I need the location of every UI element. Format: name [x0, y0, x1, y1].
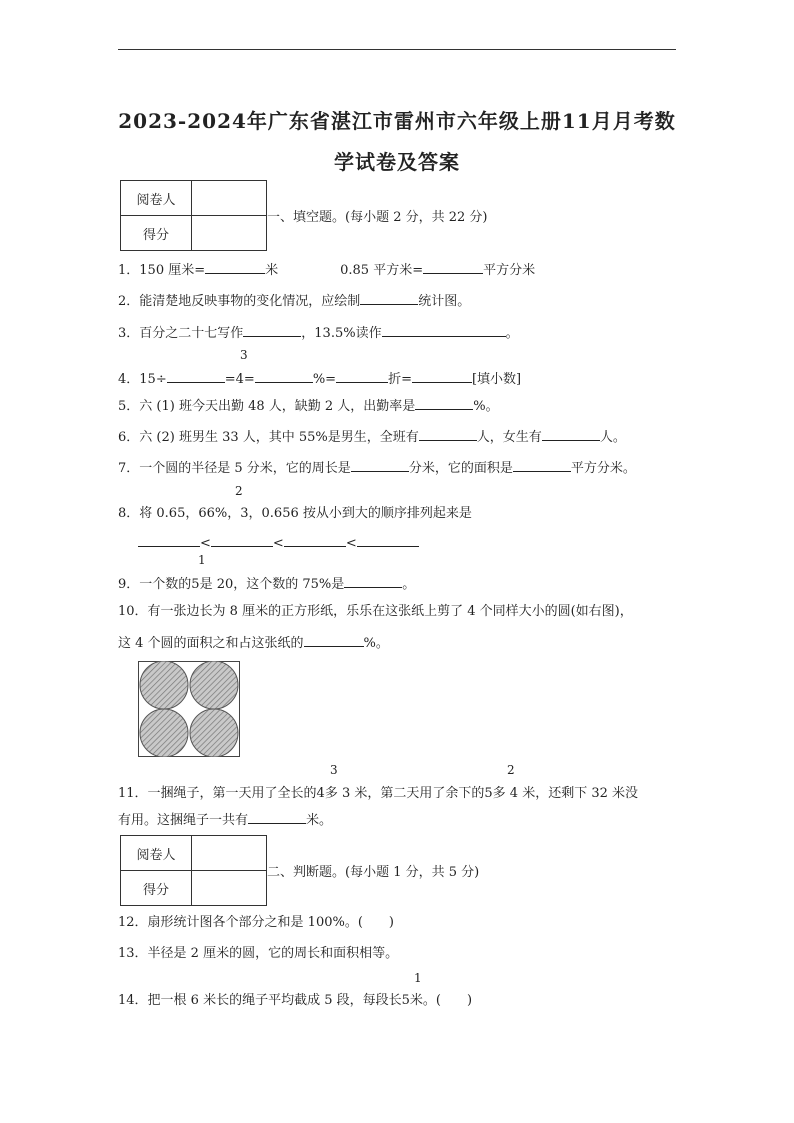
q8-blank-1[interactable] — [138, 534, 200, 547]
q7-blank-1[interactable] — [351, 459, 409, 472]
q9-fraction-denominator: 5 — [191, 577, 200, 592]
q4-text-pct: %= — [312, 372, 337, 387]
question-1 — [118, 261, 535, 279]
section1-heading: 一、填空题。(每小题 2 分，共 22 分) — [267, 210, 488, 225]
q8-lt-2: < — [272, 536, 284, 551]
q1-blank-2[interactable] — [423, 261, 483, 274]
q11-fraction2-numerator: 2 — [507, 763, 515, 777]
grade-box-2 — [120, 835, 267, 906]
q3-blank-2[interactable] — [382, 324, 506, 337]
question-14 — [118, 993, 472, 1009]
q9-text-b: 是 20，这个数的 75%是 — [199, 577, 345, 592]
reviewer-field-2[interactable] — [192, 836, 267, 871]
section2-heading: 二、判断题。(每小题 1 分，共 5 分) — [267, 865, 480, 880]
q6-text-b: 人，女生有 — [476, 430, 542, 445]
q5-text-b: %。 — [473, 399, 499, 414]
q11-blank[interactable] — [248, 811, 306, 824]
q1-text-b: 米 — [265, 263, 279, 278]
question-5 — [118, 397, 499, 415]
question-7 — [118, 459, 636, 477]
q8-blank-2[interactable] — [211, 534, 273, 547]
page-title-cont: 学试卷及答案 — [334, 150, 460, 174]
q9-blank[interactable] — [344, 575, 402, 588]
question-3 — [118, 324, 519, 342]
q3-text-c: 。 — [505, 326, 519, 341]
q4-blank-3[interactable] — [336, 370, 388, 383]
score-field[interactable] — [192, 216, 267, 251]
q6-text-c: 人。 — [599, 430, 626, 445]
q9-text-a: 9．一个数的 — [118, 577, 192, 592]
score-label: 得分 — [121, 216, 192, 251]
q4-fraction-numerator: 3 — [240, 348, 248, 362]
q8-blank-3[interactable] — [284, 534, 346, 547]
q7-text-a: 7．一个圆的半径是 5 分米，它的周长是 — [118, 461, 351, 476]
page-title: 2023-2024年广东省湛江市雷州市六年级上册11月月考数 — [118, 109, 676, 133]
q6-text-a: 6．六 (2) 班男生 33 人，其中 55%是男生，全班有 — [118, 430, 419, 445]
score-field-2[interactable] — [192, 871, 267, 906]
question-10-line1: 10．有一张边长为 8 厘米的正方形纸，乐乐在这张纸上剪了 4 个同样大小的圆(如右图)， — [118, 604, 633, 619]
q11-fraction2-denominator: 5 — [484, 786, 493, 801]
question-8-answer — [138, 534, 419, 552]
reviewer-field[interactable] — [192, 181, 267, 216]
question-12: 12．扇形统计图各个部分之和是 100%。( ) — [118, 915, 394, 930]
q9-text-c: 。 — [402, 577, 416, 592]
question-11 — [118, 786, 638, 802]
q3-text-b: ，13.5%读作 — [301, 326, 382, 341]
circle-bottom-left — [140, 709, 188, 757]
q4-text-tail: [填小数] — [471, 372, 522, 387]
q4-blank-2[interactable] — [255, 370, 313, 383]
q14-fraction-numerator: 1 — [414, 971, 422, 985]
q11-text-a: 11．一捆绳子，第一天用了全长的 — [118, 786, 317, 801]
question-2 — [118, 292, 470, 310]
q10-text-a: 这 4 个圆的面积之和占这张纸的 — [118, 636, 304, 651]
question-11-line2 — [118, 811, 332, 829]
square-with-circles-figure — [138, 661, 240, 757]
q2-blank[interactable] — [360, 292, 418, 305]
reviewer-label: 阅卷人 — [121, 181, 192, 216]
q2-text-a: 2．能清楚地反映事物的变化情况，应绘制 — [118, 294, 361, 309]
q14-text-a: 14．把一根 6 米长的绳子平均截成 5 段，每段长 — [118, 993, 402, 1008]
question-9 — [118, 575, 415, 593]
question-13: 13．半径是 2 厘米的圆，它的周长和面积相等。 — [118, 946, 399, 961]
q11-text-b: 多 3 米，第二天用了余下的 — [324, 786, 485, 801]
grade-box-1 — [120, 180, 267, 251]
question-10-line2 — [118, 634, 389, 652]
q4-blank-4[interactable] — [412, 370, 472, 383]
q5-text-a: 5．六 (1) 班今天出勤 48 人，缺勤 2 人，出勤率是 — [118, 399, 416, 414]
q1-text-d: 平方分米 — [483, 263, 536, 278]
q4-eq-1: = — [224, 372, 236, 387]
q4-fraction-denominator: 4 — [235, 372, 244, 387]
q8-fraction-denominator: 3 — [240, 506, 249, 521]
q7-blank-2[interactable] — [513, 459, 571, 472]
q7-text-b: 分米，它的面积是 — [408, 461, 513, 476]
q8-lt-3: < — [345, 536, 357, 551]
q9-fraction-numerator: 1 — [198, 553, 206, 567]
q1-text-c: 0.85 平方米= — [340, 263, 424, 278]
q8-fraction-numerator: 2 — [235, 484, 243, 498]
q14-text-b: 米。( ) — [409, 993, 473, 1008]
q4-text-a: 4．15÷ — [118, 372, 167, 387]
circle-bottom-right — [190, 709, 238, 757]
score-label-2: 得分 — [121, 871, 192, 906]
q4-text-zhe: 折= — [388, 372, 412, 387]
q10-text-b: %。 — [363, 636, 389, 651]
q2-text-b: 统计图。 — [418, 294, 471, 309]
q11-fraction1-denominator: 4 — [316, 786, 325, 801]
q5-blank[interactable] — [415, 397, 473, 410]
q10-blank[interactable] — [304, 634, 364, 647]
question-8 — [118, 506, 472, 522]
q11-fraction1-numerator: 3 — [330, 763, 338, 777]
q1-blank-1[interactable] — [205, 261, 265, 274]
q11-text-e: 米。 — [306, 813, 333, 828]
header-rule — [118, 49, 676, 50]
q8-text-a: 8．将 0.65，66%， — [118, 506, 241, 521]
q6-blank-2[interactable] — [542, 428, 600, 441]
q3-text-a: 3．百分之二十七写作 — [118, 326, 244, 341]
q14-fraction-denominator: 5 — [401, 993, 410, 1008]
circle-top-right — [190, 661, 238, 709]
circle-top-left — [140, 661, 188, 709]
question-6 — [118, 428, 626, 446]
q8-text-b: ，0.656 按从小到大的顺序排列起来是 — [248, 506, 472, 521]
q8-blank-4[interactable] — [357, 534, 419, 547]
q11-text-c: 多 4 米，还剩下 32 米没 — [492, 786, 638, 801]
q4-eq-2: = — [243, 372, 255, 387]
q7-text-c: 平方分米。 — [570, 461, 636, 476]
q11-text-d: 有用。这捆绳子一共有 — [118, 813, 249, 828]
q8-lt-1: < — [200, 536, 211, 551]
q1-text-a: 1．150 厘米= — [118, 263, 206, 278]
reviewer-label-2: 阅卷人 — [121, 836, 192, 871]
question-4 — [118, 370, 521, 388]
q3-blank-1[interactable] — [243, 324, 301, 337]
q6-blank-1[interactable] — [419, 428, 477, 441]
q4-blank-1[interactable] — [167, 370, 225, 383]
